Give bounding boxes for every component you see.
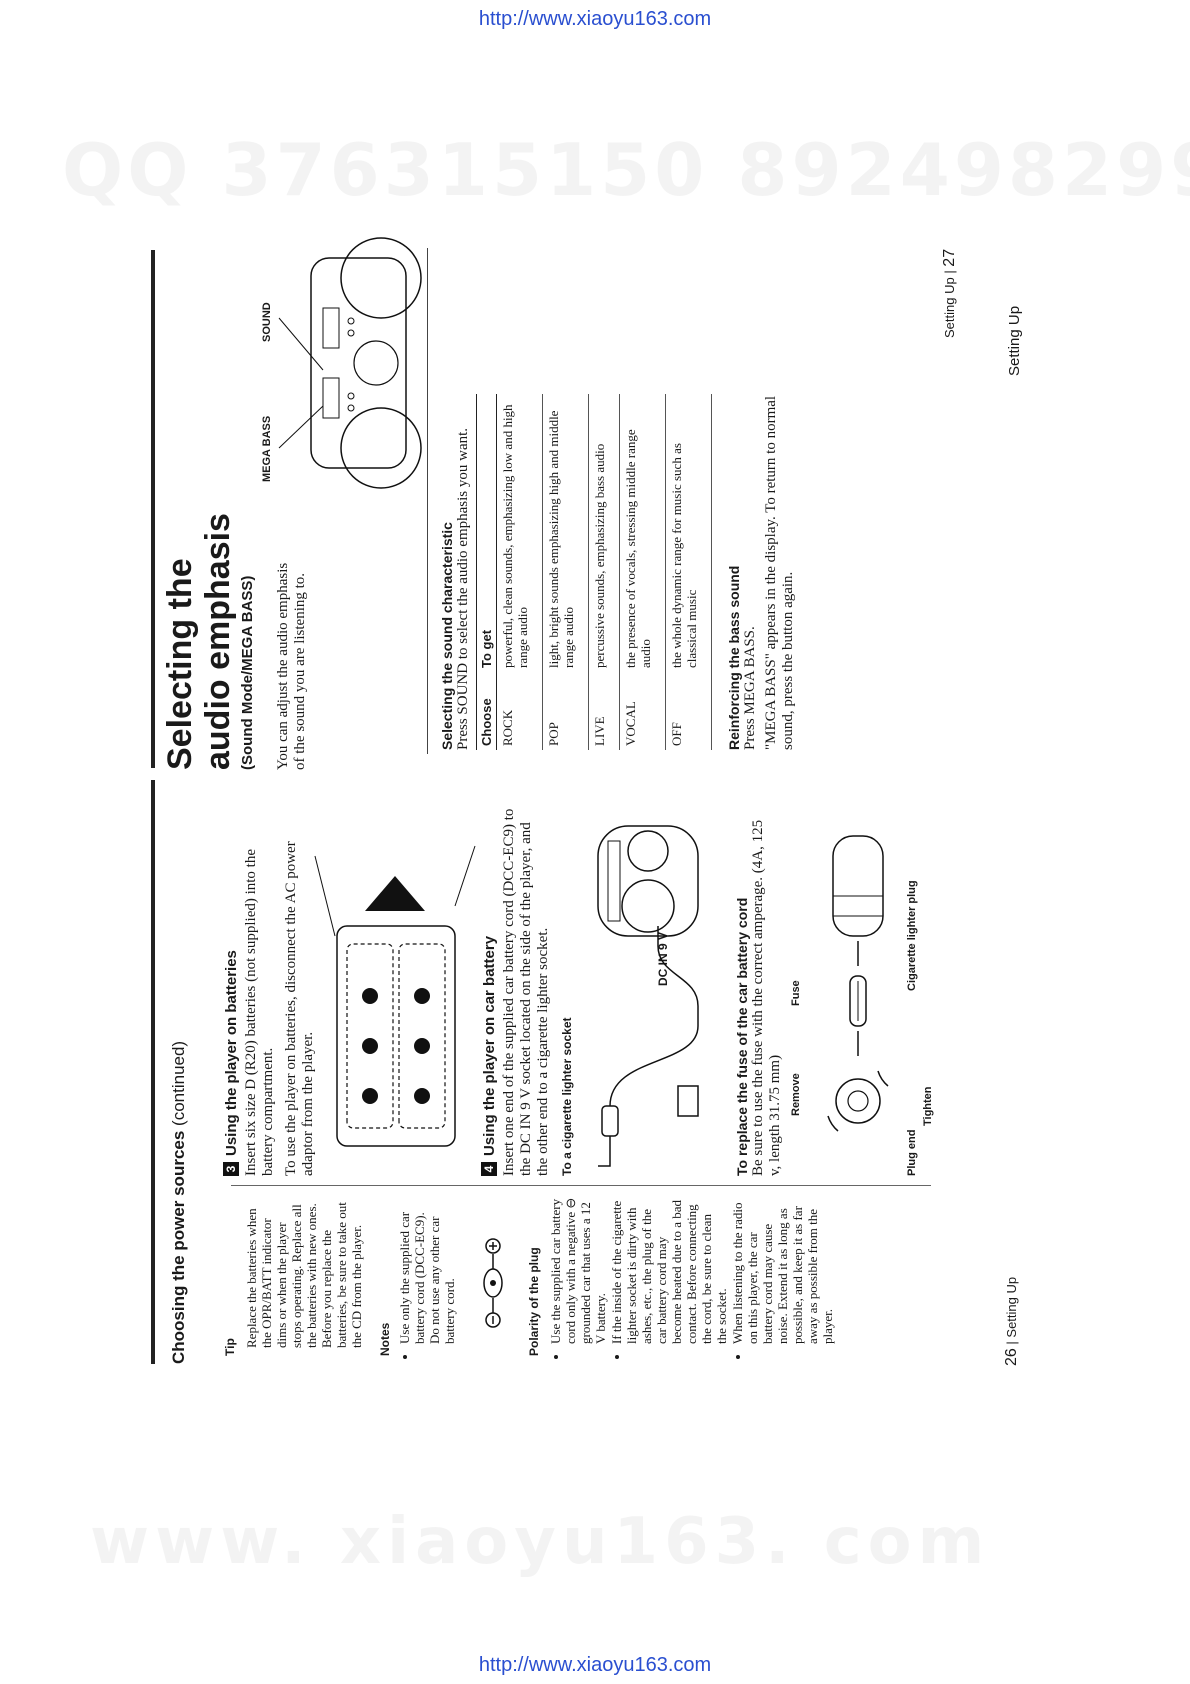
sidebar-column — [223, 1196, 836, 1356]
bass-text-2: "MEGA BASS" appears in the display. To return to normal sound, press the button again. — [763, 395, 796, 750]
player-figure — [261, 248, 431, 488]
bass-text: Press MEGA BASS. — [742, 626, 758, 750]
boombox-drawing — [261, 248, 431, 488]
page-title — [161, 513, 237, 770]
fuse-drawing — [788, 806, 938, 1176]
label-cigarette-socket: To a cigarette lighter socket — [560, 1017, 574, 1176]
mode-description: percussive sounds, emphasizing bass audio — [589, 394, 620, 672]
col-to-get: To get — [477, 394, 497, 672]
fuse-illustration — [788, 806, 938, 1176]
fuse-heading: To replace the fuse of the car battery cord — [734, 897, 750, 1176]
notes-heading: Notes — [378, 1322, 392, 1356]
mode-description: powerful, clean sounds, emphasizing low and high range audio — [497, 394, 543, 672]
col-choose: Choose — [477, 672, 497, 750]
mode-name: LIVE — [589, 672, 620, 750]
left-footer: 26 | Setting Up — [1003, 1276, 1020, 1366]
label-remove: Remove — [790, 1073, 802, 1116]
polarity-heading: Polarity of the plug — [527, 1247, 541, 1356]
page-subtitle: (Sound Mode/MEGA BASS) — [239, 575, 256, 770]
mode-description: light, bright sounds emphasizing high and middle range audio — [543, 394, 589, 672]
table-row — [589, 394, 620, 750]
tip-text: Replace the batteries when the OPR/BATT indicator dims or when the player stops operating. Replace all the batteries with new ones. Before you replace the batteries, be sure to take out the CD from the player. — [244, 1202, 364, 1348]
label-mega-bass: MEGA BASS — [261, 415, 273, 482]
step3-text-2: To use the player on batteries, disconnect the AC power adaptor from the player. — [283, 841, 316, 1176]
mode-description: the presence of vocals, stressing middle range audio — [620, 394, 666, 672]
battery-compartment-illustration — [325, 806, 475, 1176]
fuse-text: Be sure to use the fuse with the correct amperage. (4A, 125 v, length 31.75 mm) — [750, 819, 783, 1176]
source-url-bottom[interactable]: http://www.xiaoyu163.com — [478, 1654, 712, 1676]
tip-heading: Tip — [223, 1338, 237, 1356]
mode-name: VOCAL — [620, 672, 666, 750]
sound-text: Press SOUND to select the audio emphasis you want. — [455, 427, 471, 750]
watermark-site — [90, 1505, 990, 1579]
mode-name: OFF — [666, 672, 712, 750]
setting-up-tab: Setting Up — [1006, 305, 1023, 376]
section-title-suffix: (continued) — [169, 1040, 188, 1126]
mode-name: ROCK — [497, 672, 543, 750]
right-footer-section: Setting Up — [942, 277, 957, 338]
page-title-line-2: audio emphasis — [199, 513, 237, 770]
intro-text: You can adjust the audio emphasis of the sound you are listening to. — [275, 562, 308, 770]
car-cord-drawing — [558, 806, 728, 1176]
step4-title: Using the player on car battery — [481, 935, 498, 1156]
step4-heading — [481, 806, 498, 1176]
label-fuse: Fuse — [790, 980, 802, 1006]
table-row — [543, 394, 589, 750]
label-cigarette-plug: Cigarette lighter plug — [906, 880, 918, 991]
section-rule — [151, 780, 155, 1364]
sound-heading: Selecting the sound characteristic — [439, 522, 455, 750]
step3-heading — [223, 806, 240, 1176]
notes-list — [397, 1196, 457, 1356]
label-sound: SOUND — [261, 302, 273, 342]
column-divider — [231, 1185, 931, 1186]
left-footer-section: Setting Up — [1004, 1276, 1019, 1338]
step4-number: 4 — [481, 1162, 497, 1176]
left-page-number: 26 — [1003, 1348, 1020, 1366]
step3-text: Insert six size D (R20) batteries (not supplied) into the battery compartment. — [243, 848, 276, 1176]
main-column — [223, 806, 938, 1176]
right-page-number: 27 — [941, 248, 958, 267]
page-title-line-1: Selecting the — [161, 558, 199, 770]
bass-heading: Reinforcing the bass sound — [726, 565, 742, 750]
polarity-item: • Use the supplied car battery cord only with a negative ⊖ grounded car that uses a 12 V battery. — [548, 1196, 608, 1344]
step3-title: Using the player on batteries — [223, 950, 240, 1156]
sound-mode-table — [476, 394, 712, 750]
step4-text: Insert one end of the supplied car battery cord (DCC-EC9) to the DC IN 9 V socket located on the side of the player, and the other end to a cigarette lighter socket. — [501, 808, 551, 1176]
sound-section — [439, 394, 797, 750]
section-title — [169, 1041, 189, 1364]
label-tighten: Tighten — [922, 1086, 934, 1126]
label-dc-in: DC IN 9 V — [656, 931, 670, 986]
notes-item: • Use only the supplied car battery cord (DCC-EC9). Do not use any other car battery cord. — [397, 1196, 457, 1344]
table-header-row — [477, 394, 497, 750]
polarity-item: • When listening to the radio on this player, the car battery cord may cause noise. Extend it as long as possible, and keep it as far away as possible from the player. — [730, 1196, 835, 1344]
polarity-item: • If the inside of the cigarette lighter socket is dirty with ashes, etc., the plug of the car battery cord may become heated due to a bad contact. Before connecting the cord, be sure to clean the socket. — [609, 1196, 729, 1344]
polarity-list — [548, 1196, 835, 1356]
label-plug-end: Plug end — [906, 1129, 918, 1176]
table-row — [497, 394, 543, 750]
source-url-top[interactable]: http://www.xiaoyu163.com — [478, 8, 712, 30]
mode-name: POP — [543, 672, 589, 750]
section-title-text: Choosing the power sources — [169, 1130, 188, 1364]
table-row — [666, 394, 712, 750]
car-battery-illustration — [558, 806, 728, 1176]
watermark-qq — [62, 128, 1190, 212]
polarity-plug-icon — [463, 1228, 523, 1338]
rotated-manual-spread — [151, 248, 1051, 1484]
step3-number: 3 — [223, 1162, 239, 1176]
right-footer: Setting Up | 27 — [941, 248, 958, 338]
title-rule — [151, 250, 155, 768]
table-row — [620, 394, 666, 750]
mode-description: the whole dynamic range for music such as classical music — [666, 394, 712, 672]
